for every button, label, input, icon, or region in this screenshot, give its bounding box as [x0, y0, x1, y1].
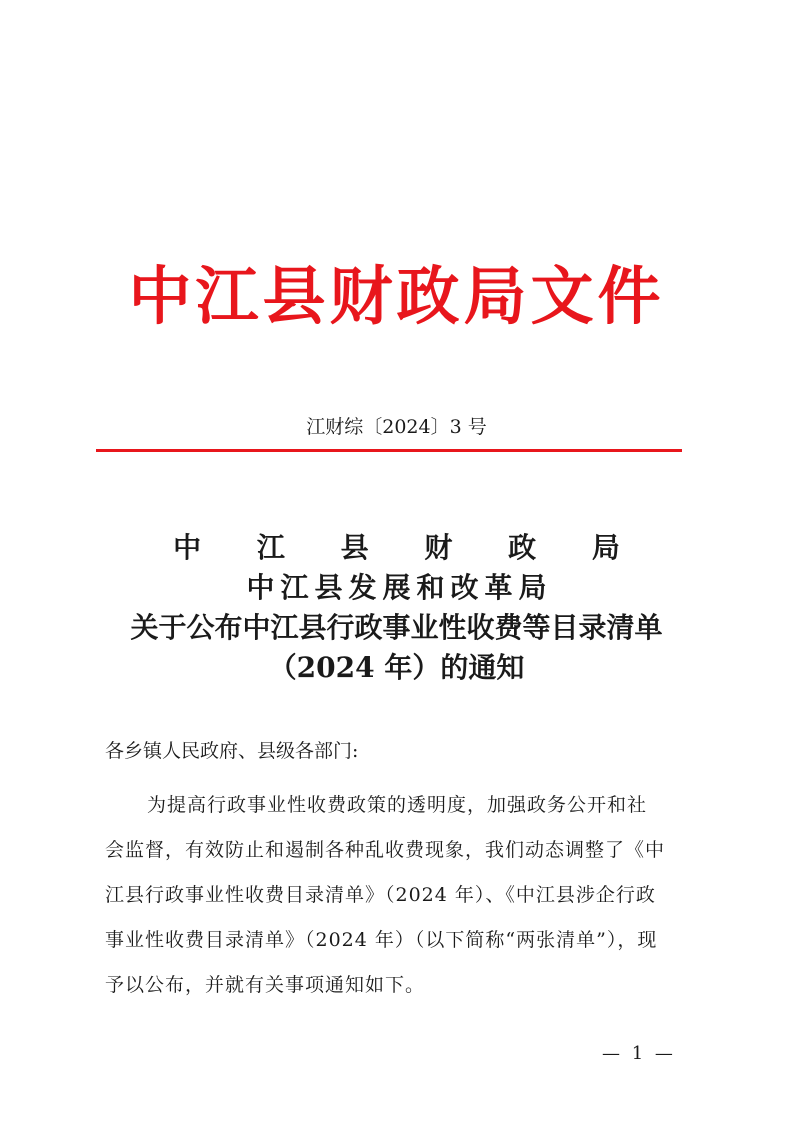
page-number: — 1 —	[602, 1043, 676, 1064]
paragraph-line: 会监督，有效防止和遏制各种乱收费现象，我们动态调整了《中	[105, 839, 666, 861]
paragraph-line: 江县行政事业性收费目录清单》（2024 年）、《中江县涉企行政	[105, 884, 656, 906]
document-number: 江财综〔2024〕3 号	[306, 416, 487, 438]
title-line-4: （2024 年）的通知	[268, 651, 525, 684]
body-paragraph	[105, 783, 685, 1008]
paragraph-line: 事业性收费目录清单》（2024 年）（以下简称“两张清单”），现	[105, 929, 658, 951]
title-line-3: 关于公布中江县行政事业性收费等目录清单	[130, 611, 663, 644]
red-divider	[96, 449, 682, 452]
addressee: 各乡镇人民政府、县级各部门:	[105, 740, 359, 762]
notice-title	[0, 528, 793, 688]
title-line-1: 中 江 县 财 政 局	[173, 531, 643, 564]
issuer-header: 中江县财政局文件	[128, 259, 665, 333]
paragraph-line: 予以公布，并就有关事项通知如下。	[105, 974, 426, 996]
title-line-2: 中江县发展和改革局	[246, 571, 553, 604]
paragraph-line: 为提高行政事业性收费政策的透明度，加强政务公开和社	[147, 794, 648, 816]
